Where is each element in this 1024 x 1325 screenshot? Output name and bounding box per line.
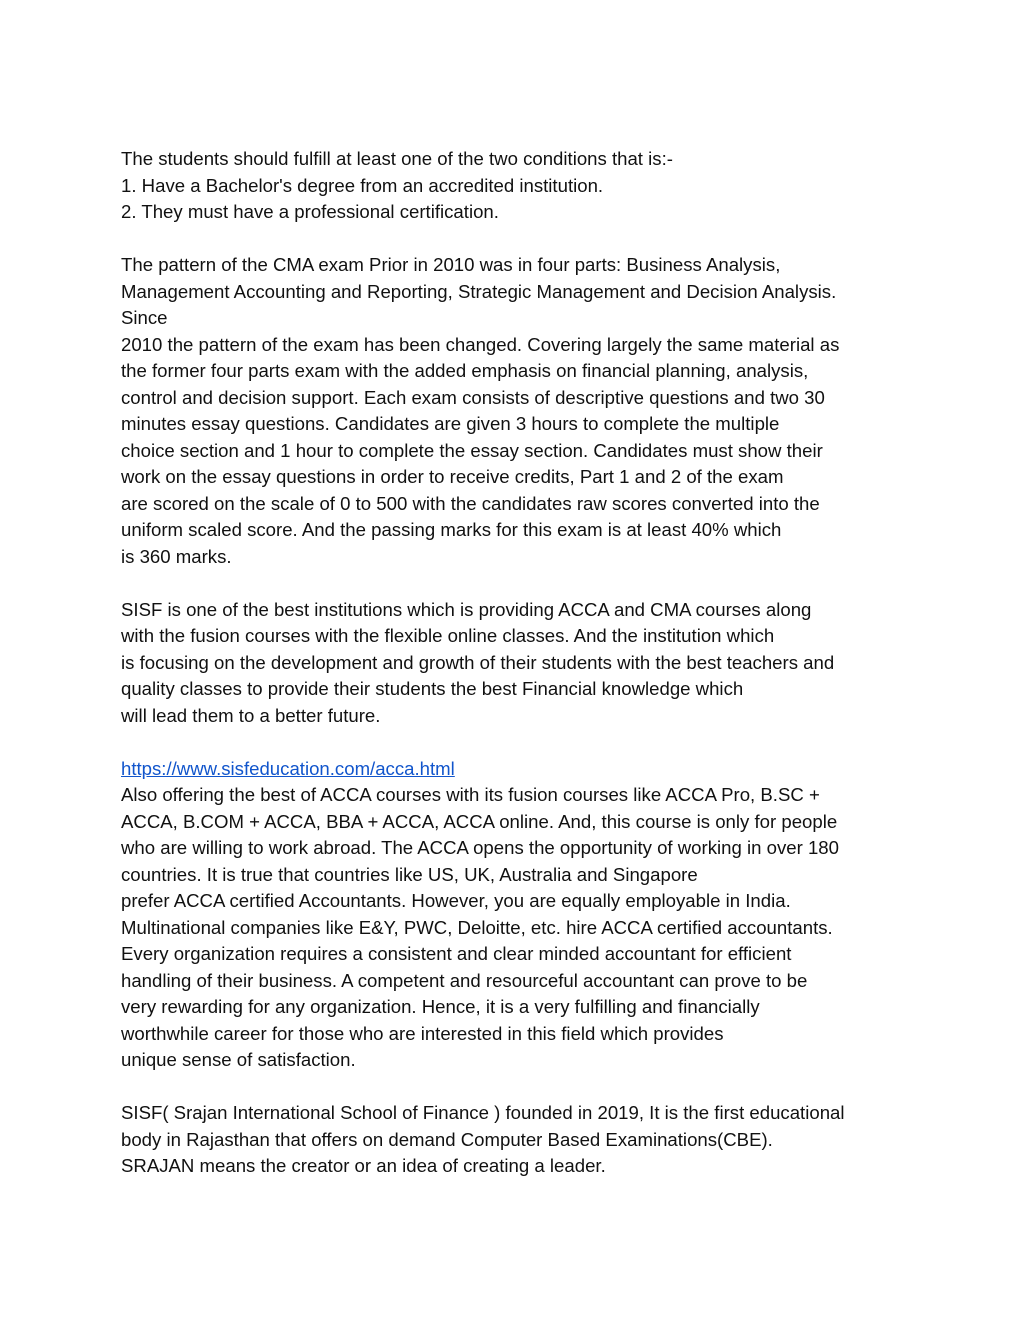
text-line: are scored on the scale of 0 to 500 with the candidates raw scores converted into the — [121, 492, 820, 514]
acca-page-link[interactable]: https://www.sisfeducation.com/acca.html — [121, 757, 455, 779]
text-line: is focusing on the development and growth of their students with the best teachers and — [121, 651, 835, 673]
text-line: The pattern of the CMA exam Prior in 2010 was in four parts: Business Analysis, — [121, 254, 781, 275]
text-line: Since — [121, 307, 168, 328]
text-line: SRAJAN means the creator or an idea of creating a leader. — [121, 1155, 606, 1176]
text-line: ACCA, B.COM + ACCA, BBA + ACCA, ACCA online. And, this course is only for people — [121, 810, 838, 832]
text-line: unique sense of satisfaction. — [121, 1049, 356, 1070]
text-line: Management Accounting and Reporting, Strategic Management and Decision Analysis. — [121, 280, 837, 302]
text-line: 2010 the pattern of the exam has been changed. Covering largely the same material as — [121, 333, 840, 355]
text-line: the former four parts exam with the added emphasis on financial planning, analysis, — [121, 360, 809, 381]
text-line: minutes essay questions. Candidates are given 3 hours to complete the multiple — [121, 413, 780, 434]
text-line: SISF( Srajan International School of Finance ) founded in 2019, It is the first educational — [121, 1102, 845, 1123]
text-line: Every organization requires a consistent and clear minded accountant for efficient — [121, 943, 792, 964]
text-line: 2. They must have a professional certification. — [121, 201, 499, 222]
text-line: 1. Have a Bachelor's degree from an accredited institution. — [121, 174, 604, 196]
paragraph-sisf-about — [121, 1100, 921, 1180]
text-line: who are willing to work abroad. The ACCA opens the opportunity of working in over 180 — [121, 837, 839, 858]
text-line: The students should fulfill at least one of the two conditions that is:- — [121, 148, 673, 169]
text-line: is 360 marks. — [121, 545, 232, 567]
text-line: work on the essay questions in order to receive credits, Part 1 and 2 of the exam — [121, 466, 784, 487]
paragraph-gap — [121, 729, 921, 756]
paragraph-acca-courses — [121, 756, 921, 1074]
text-line: uniform scaled score. And the passing marks for this exam is at least 40% which — [121, 519, 782, 540]
text-line: handling of their business. A competent and resourceful accountant can prove to be — [121, 969, 808, 991]
text-line: very rewarding for any organization. Hence, it is a very fulfilling and financially — [121, 996, 760, 1017]
text-line: body in Rajasthan that offers on demand Computer Based Examinations(CBE). — [121, 1128, 773, 1150]
text-line: Also offering the best of ACCA courses with its fusion courses like ACCA Pro, B.SC + — [121, 784, 820, 805]
paragraph-gap — [121, 1074, 921, 1101]
text-line: control and decision support. Each exam consists of descriptive questions and two 30 — [121, 386, 825, 408]
paragraph-gap — [121, 226, 921, 253]
text-line: Multinational companies like E&Y, PWC, Deloitte, etc. hire ACCA certified accountants. — [121, 916, 833, 938]
link-line — [121, 756, 921, 783]
paragraph-cma-pattern — [121, 252, 921, 570]
text-line: worthwhile career for those who are interested in this field which provides — [121, 1022, 724, 1044]
text-line: choice section and 1 hour to complete the essay section. Candidates must show their — [121, 439, 823, 461]
document-body — [121, 146, 921, 1180]
paragraph-gap — [121, 570, 921, 597]
text-line: will lead them to a better future. — [121, 704, 381, 726]
text-line: SISF is one of the best institutions which is providing ACCA and CMA courses along — [121, 598, 812, 620]
text-line: countries. It is true that countries like US, UK, Australia and Singapore — [121, 863, 698, 885]
paragraph-eligibility — [121, 146, 921, 226]
text-line: quality classes to provide their students the best Financial knowledge which — [121, 678, 744, 699]
text-line: prefer ACCA certified Accountants. However, you are equally employable in India. — [121, 890, 791, 911]
text-line: with the fusion courses with the flexible online classes. And the institution which — [121, 625, 775, 646]
paragraph-sisf-institution — [121, 597, 921, 730]
